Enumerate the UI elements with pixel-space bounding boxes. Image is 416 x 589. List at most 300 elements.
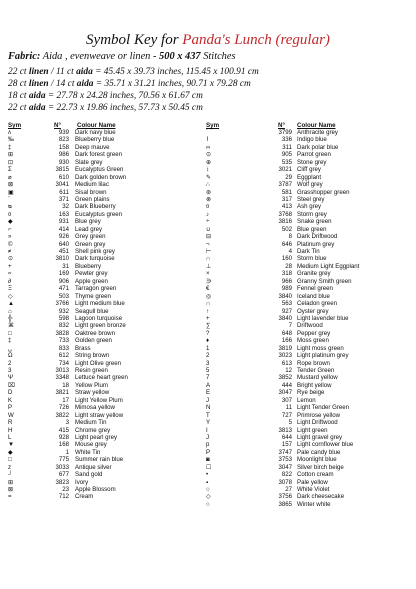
color-key-row <box>206 471 406 478</box>
thread-number: 413 <box>281 203 292 211</box>
colour-name: Dark Driftwood <box>297 233 338 241</box>
thread-number: 733 <box>58 337 69 345</box>
color-key-row <box>206 337 406 344</box>
color-key-row <box>8 203 198 210</box>
color-key-row <box>8 441 198 448</box>
count-dimensions: = 35.71 x 31.21 inches, 90.71 x 79.28 cm <box>95 79 251 89</box>
colour-name: Mustard yellow <box>297 374 338 382</box>
colour-name: Eucalyptus green <box>75 210 123 218</box>
stitch-symbol: ≠ <box>8 248 12 255</box>
thread-number: 3822 <box>55 411 69 419</box>
stitch-symbol: ⊞ <box>8 151 14 159</box>
thread-number: 3865 <box>278 500 292 508</box>
stitch-symbol: ᴓ <box>8 203 12 211</box>
colour-name: Eggplant <box>297 173 322 181</box>
thread-number: 939 <box>58 129 69 136</box>
thread-number: 3021 <box>278 166 292 174</box>
colour-name: Cream <box>75 493 94 501</box>
thread-number: 3747 <box>278 448 292 456</box>
color-key-row <box>206 293 406 300</box>
fabric-count-line <box>8 90 203 102</box>
colour-name: Light gravel grey <box>297 433 343 441</box>
color-key-row <box>8 493 198 500</box>
thread-number: 3840 <box>278 292 292 300</box>
colour-name: Light Yellow Plum <box>75 396 123 404</box>
stitch-symbol: R <box>8 419 13 427</box>
thread-number: 311 <box>282 143 292 151</box>
thread-number: 5 <box>288 419 292 427</box>
color-key-row <box>8 404 198 411</box>
stitch-symbol: 5 <box>206 367 210 374</box>
colour-name: Light lavender blue <box>297 314 349 322</box>
colour-name: Resin green <box>75 367 108 374</box>
thread-number: 336 <box>281 136 292 144</box>
color-key-row <box>8 479 198 486</box>
color-key-row <box>8 293 198 300</box>
thread-number: 611 <box>59 188 69 196</box>
colour-name: Rope brown <box>297 359 330 367</box>
colour-name: Light cornflower blue <box>297 441 354 449</box>
colour-name: Pepper grey <box>297 329 331 337</box>
stitch-symbol: □ <box>8 329 12 337</box>
colour-name: Light green bronze <box>75 322 126 330</box>
stitch-symbol: ⊗ <box>206 195 212 203</box>
color-key-row <box>206 159 406 166</box>
thread-number: 734 <box>58 359 69 367</box>
color-key-row <box>8 389 198 396</box>
stitch-symbol: ⊡ <box>8 158 14 166</box>
color-key-row <box>206 382 406 389</box>
stitch-symbol: ∪ <box>206 225 211 233</box>
color-key-row <box>8 174 198 181</box>
stitch-symbol: ∞ <box>206 143 211 151</box>
colour-name: Blue green <box>297 225 327 233</box>
colour-name: Seagull blue <box>75 307 109 315</box>
thread-number: 932 <box>58 307 69 315</box>
thread-number: 563 <box>281 300 292 308</box>
color-key-row <box>8 129 198 136</box>
color-key-row <box>206 226 406 233</box>
stitch-symbol: ‡ <box>8 337 12 345</box>
thread-number: 11 <box>285 404 292 412</box>
colour-name: Dark cheesecake <box>297 493 345 501</box>
thread-number: 832 <box>58 322 69 330</box>
colour-name: Ash grey <box>297 203 322 211</box>
colour-name: String brown <box>75 352 110 360</box>
colour-name: Pale yellow <box>297 478 328 486</box>
thread-number: 8 <box>288 233 292 241</box>
colour-name: Anthracite grey <box>297 129 338 136</box>
colour-name: Deep mauve <box>75 143 110 151</box>
color-key-row <box>8 337 198 344</box>
color-key-row <box>8 308 198 315</box>
stitch-symbol: ⊟ <box>206 233 212 241</box>
stitch-symbol: ʌ <box>8 129 12 136</box>
thread-number: 966 <box>281 277 292 285</box>
colour-name: Light Driftwood <box>297 419 338 427</box>
colour-name: Grasshopper green <box>297 188 350 196</box>
thread-number: 823 <box>58 136 69 144</box>
stitch-symbol: ⌐ <box>8 225 12 233</box>
stitch-symbol: ⊥ <box>206 262 212 270</box>
stitch-symbol: ÷ <box>206 218 210 226</box>
thread-number: 712 <box>58 493 69 501</box>
color-key-row <box>8 345 198 352</box>
thread-number: 3033 <box>55 463 69 471</box>
colour-name: Oaktree brown <box>75 329 115 337</box>
stitch-symbol: 2 <box>8 359 12 367</box>
color-key-row <box>206 412 406 419</box>
color-key-row <box>206 427 406 434</box>
colour-name: Eucalyptus Green <box>75 166 124 174</box>
stitch-symbol: × <box>206 270 210 278</box>
color-key-row <box>206 255 406 262</box>
stitch-symbol: 2 <box>206 352 210 360</box>
thread-number: 17 <box>62 396 69 404</box>
colour-name: Storm blue <box>297 255 327 263</box>
stitch-symbol: ◎ <box>206 292 212 300</box>
colour-name: Blueberry <box>75 262 102 270</box>
color-key-row <box>8 285 198 292</box>
colour-name: Wolf grey <box>297 181 323 189</box>
thread-number: 3828 <box>55 329 69 337</box>
colour-name: Light platinum grey <box>297 352 349 360</box>
stitch-symbol: Y <box>206 419 211 427</box>
thread-number: 3013 <box>55 367 69 374</box>
color-key-row <box>206 181 406 188</box>
color-key-row <box>8 278 198 285</box>
color-key-row <box>206 203 406 210</box>
color-key-row <box>206 270 406 277</box>
stitch-symbol: Ω <box>8 352 13 360</box>
stitch-symbol: ⊠ <box>8 486 14 493</box>
thread-number: 451 <box>58 248 69 255</box>
color-key-row <box>206 248 406 255</box>
page-title <box>0 32 416 49</box>
stitch-symbol: ╬ <box>8 314 13 322</box>
colour-name: Cotton cream <box>297 471 334 479</box>
color-key-row <box>206 352 406 359</box>
colour-name: Tarragon green <box>75 285 117 293</box>
fabric-line <box>8 51 236 63</box>
thread-number: 598 <box>58 314 69 322</box>
fabric-label: Fabric: <box>8 51 41 62</box>
colour-name: Rye beige <box>297 389 325 397</box>
thread-number: 4 <box>288 248 292 255</box>
stitch-symbol: ‡ <box>8 143 12 151</box>
thread-number: 3816 <box>278 218 292 226</box>
colour-name: Dark Tin <box>297 248 320 255</box>
stitch-symbol: Ψ <box>8 374 14 382</box>
color-key-row <box>8 233 198 240</box>
stitch-suffix: Stitches <box>203 51 236 62</box>
count-value-alt: / 14 ct <box>51 79 75 89</box>
colour-name: Green grey <box>75 240 106 248</box>
colour-name: Platinum grey <box>297 240 335 248</box>
color-key-row <box>206 330 406 337</box>
colour-name: Moonlight blue <box>297 456 337 464</box>
fabric-count-line <box>8 78 251 90</box>
stitch-symbol: 1 <box>206 344 210 352</box>
color-key-row <box>206 263 406 270</box>
stitch-symbol: = <box>8 493 12 501</box>
colour-name: Mimosa yellow <box>75 404 115 412</box>
colour-name: Brass <box>75 344 91 352</box>
stitch-symbol: L <box>8 433 12 441</box>
color-key-row <box>206 360 406 367</box>
stitch-symbol: ⌘ <box>8 322 15 330</box>
stitch-symbol: Σ <box>8 166 12 174</box>
colour-name: Medium Light Eggplant <box>297 262 360 270</box>
stitch-symbol: ∑ <box>206 322 211 330</box>
thread-number: 727 <box>281 411 292 419</box>
color-key-row <box>8 449 198 456</box>
thread-number: 307 <box>281 396 292 404</box>
colour-name: Cliff grey <box>297 166 321 174</box>
stitch-symbol: ♪ <box>206 210 210 218</box>
colour-name: Light moss green <box>297 344 344 352</box>
thread-number: 535 <box>281 158 292 166</box>
color-key-row <box>8 270 198 277</box>
color-key-row <box>206 397 406 404</box>
thread-number: 3768 <box>278 210 292 218</box>
thread-number: 640 <box>58 240 69 248</box>
colour-name: Sand gold <box>75 471 103 479</box>
thread-number: 989 <box>281 285 292 293</box>
stitch-symbol: ┘ <box>8 471 13 479</box>
stitch-symbol: T <box>206 411 210 419</box>
colour-name: Bright yellow <box>297 381 332 389</box>
thread-number: 581 <box>281 188 292 196</box>
colour-name: Medium Tin <box>75 419 107 427</box>
stitch-symbol: ⌂ <box>8 307 12 315</box>
color-key-row <box>206 441 406 448</box>
colour-name: Winter white <box>297 500 331 508</box>
stitch-symbol: ◇ <box>8 292 13 300</box>
color-key-row <box>8 151 198 158</box>
color-key-row <box>8 144 198 151</box>
color-key-row <box>206 233 406 240</box>
colour-name: Granny Smith green <box>297 277 352 285</box>
colour-name: Ivory <box>75 478 89 486</box>
count-value: 22 ct <box>8 103 27 113</box>
color-key-row <box>8 471 198 478</box>
color-key-row <box>206 479 406 486</box>
stitch-symbol: J <box>206 396 210 404</box>
color-key-row <box>8 486 198 493</box>
color-key-row <box>206 374 406 381</box>
stitch-symbol: J <box>206 433 210 441</box>
colour-name: Grey green <box>75 233 106 241</box>
right-sym-header: Sym <box>206 122 220 129</box>
stitch-symbol: ◆ <box>8 448 13 456</box>
colour-name: Shell pink grey <box>75 248 115 255</box>
color-key-row <box>206 456 406 463</box>
fabric-text: Aida , evenweave or linen - <box>42 51 157 62</box>
stitch-symbol: p <box>206 441 210 449</box>
stitch-symbol: ↑ <box>206 307 210 315</box>
color-key-row <box>206 493 406 500</box>
color-key-row <box>206 345 406 352</box>
colour-name: Pewter grey <box>75 270 108 278</box>
stitch-symbol: I <box>206 426 208 434</box>
stitch-symbol: E <box>206 389 211 397</box>
thread-number: 471 <box>58 285 69 293</box>
colour-name: Pale candy blue <box>297 448 341 456</box>
stitch-symbol: ≈ <box>8 270 12 278</box>
color-key-row <box>8 263 198 270</box>
stitch-symbol: ◇ <box>206 493 211 501</box>
stitch-symbol: ¤ <box>206 203 210 211</box>
thread-number: 444 <box>281 381 292 389</box>
thread-number: 3819 <box>278 344 292 352</box>
thread-number: 3813 <box>278 426 292 434</box>
stitch-symbol: ¨ <box>8 195 11 203</box>
color-key-row <box>8 382 198 389</box>
stitch-symbol: ¤ <box>8 210 12 218</box>
thread-number: 3821 <box>55 389 69 397</box>
count-fabric-aida: aida <box>28 91 46 101</box>
color-key-row <box>206 285 406 292</box>
colour-name: Thyme green <box>75 292 111 300</box>
color-key-row <box>206 501 406 508</box>
thread-number: 3810 <box>55 255 69 263</box>
thread-number: 29 <box>285 173 292 181</box>
color-key-row <box>8 464 198 471</box>
color-key-row <box>8 397 198 404</box>
color-key-row <box>8 248 198 255</box>
thread-number: 3852 <box>278 374 292 382</box>
right-color-list <box>206 129 406 508</box>
thread-number: 31 <box>62 262 69 270</box>
color-key-row <box>206 166 406 173</box>
stitch-symbol: P <box>206 448 211 456</box>
fabric-count-line <box>8 102 203 114</box>
colour-name: Dark navy blue <box>75 129 116 136</box>
colour-name: Summer rain blue <box>75 456 124 464</box>
colour-name: Dark forest green <box>75 151 123 159</box>
count-value: 18 ct <box>8 91 27 101</box>
thread-number: 3047 <box>278 463 292 471</box>
thread-number: 3 <box>65 419 69 427</box>
stitch-symbol: P <box>8 404 13 412</box>
thread-number: 318 <box>281 270 292 278</box>
stitch-symbol: W <box>8 411 14 419</box>
color-key-row <box>206 464 406 471</box>
color-key-row <box>206 300 406 307</box>
color-key-row <box>8 226 198 233</box>
colour-name: White Tin <box>75 448 101 456</box>
color-key-row <box>206 174 406 181</box>
colour-name: Blue grey <box>75 218 101 226</box>
thread-number: 644 <box>281 433 292 441</box>
stitch-symbol: ○ <box>206 500 210 508</box>
left-color-list <box>8 129 198 501</box>
colour-name: Chrome grey <box>75 426 111 434</box>
color-key-row <box>8 255 198 262</box>
thread-number: 163 <box>58 210 69 218</box>
thread-number: 317 <box>281 195 292 203</box>
colour-name: Apple green <box>75 277 108 285</box>
color-key-row <box>8 412 198 419</box>
colour-name: Dark turquoise <box>75 255 115 263</box>
count-value: 22 ct <box>8 67 27 77</box>
colour-name: Mouse grey <box>75 441 107 449</box>
thread-number: 930 <box>58 158 69 166</box>
stitch-symbol: © <box>8 240 13 248</box>
stitch-symbol: 3 <box>206 359 210 367</box>
stitch-symbol: ⊠ <box>8 181 14 189</box>
colour-name: Slate grey <box>75 158 103 166</box>
thread-number: 906 <box>58 277 69 285</box>
colour-name: Dark golden brown <box>75 173 127 181</box>
thread-number: 833 <box>58 344 69 352</box>
colour-name: Green plains <box>75 195 110 203</box>
stitch-symbol: 7 <box>206 374 210 382</box>
thread-number: 3766 <box>55 300 69 308</box>
colour-name: Light green <box>297 426 328 434</box>
stitch-symbol: ⊛ <box>206 188 212 196</box>
color-key-row <box>8 367 198 374</box>
colour-name: Light medium blue <box>75 300 125 308</box>
colour-name: Yellow Plum <box>75 381 108 389</box>
stitch-symbol: » <box>8 233 12 241</box>
thread-number: 648 <box>281 329 292 337</box>
stitch-symbol: ⌀ <box>8 173 12 181</box>
thread-number: 28 <box>285 262 292 270</box>
thread-number: 3348 <box>55 374 69 382</box>
stitch-symbol: D <box>8 389 13 397</box>
color-key-row <box>8 241 198 248</box>
right-num-header: N° <box>278 122 285 129</box>
color-key-row <box>8 166 198 173</box>
thread-number: 166 <box>281 337 292 345</box>
colour-name: Golden green <box>75 337 112 345</box>
stitch-symbol: A <box>206 381 211 389</box>
thread-number: 986 <box>58 151 69 159</box>
color-key-row <box>206 315 406 322</box>
color-key-row <box>206 189 406 196</box>
stitch-symbol: ☐ <box>206 463 212 471</box>
colour-name: Driftwood <box>297 322 323 330</box>
colour-name: Storm grey <box>297 210 327 218</box>
stitch-count: 500 x 437 <box>159 51 201 62</box>
color-key-row <box>206 404 406 411</box>
stitch-symbol: ○ <box>206 486 210 493</box>
stitch-symbol: • <box>206 471 209 479</box>
count-value: 28 ct <box>8 79 27 89</box>
colour-name: Medium lilac <box>75 181 109 189</box>
colour-name: Snake green <box>297 218 332 226</box>
left-num-header: N° <box>54 122 61 129</box>
color-key-row <box>8 136 198 143</box>
stitch-symbol: K <box>8 396 13 404</box>
color-key-row <box>8 456 198 463</box>
stitch-symbol: ⌧ <box>8 381 16 389</box>
color-key-row <box>8 300 198 307</box>
color-key-row <box>206 211 406 218</box>
thread-number: 12 <box>285 367 292 374</box>
stitch-symbol: H <box>8 426 13 434</box>
thread-number: 822 <box>281 471 292 479</box>
colour-name: Tender Green <box>297 367 335 374</box>
stitch-symbol: ▼ <box>8 441 15 449</box>
thread-number: 3023 <box>278 352 292 360</box>
count-fabric-aida: aida <box>76 67 93 77</box>
left-sym-header: Sym <box>8 122 22 129</box>
colour-name: Light Olive green <box>75 359 122 367</box>
stitch-symbol: ¬ <box>206 240 210 248</box>
